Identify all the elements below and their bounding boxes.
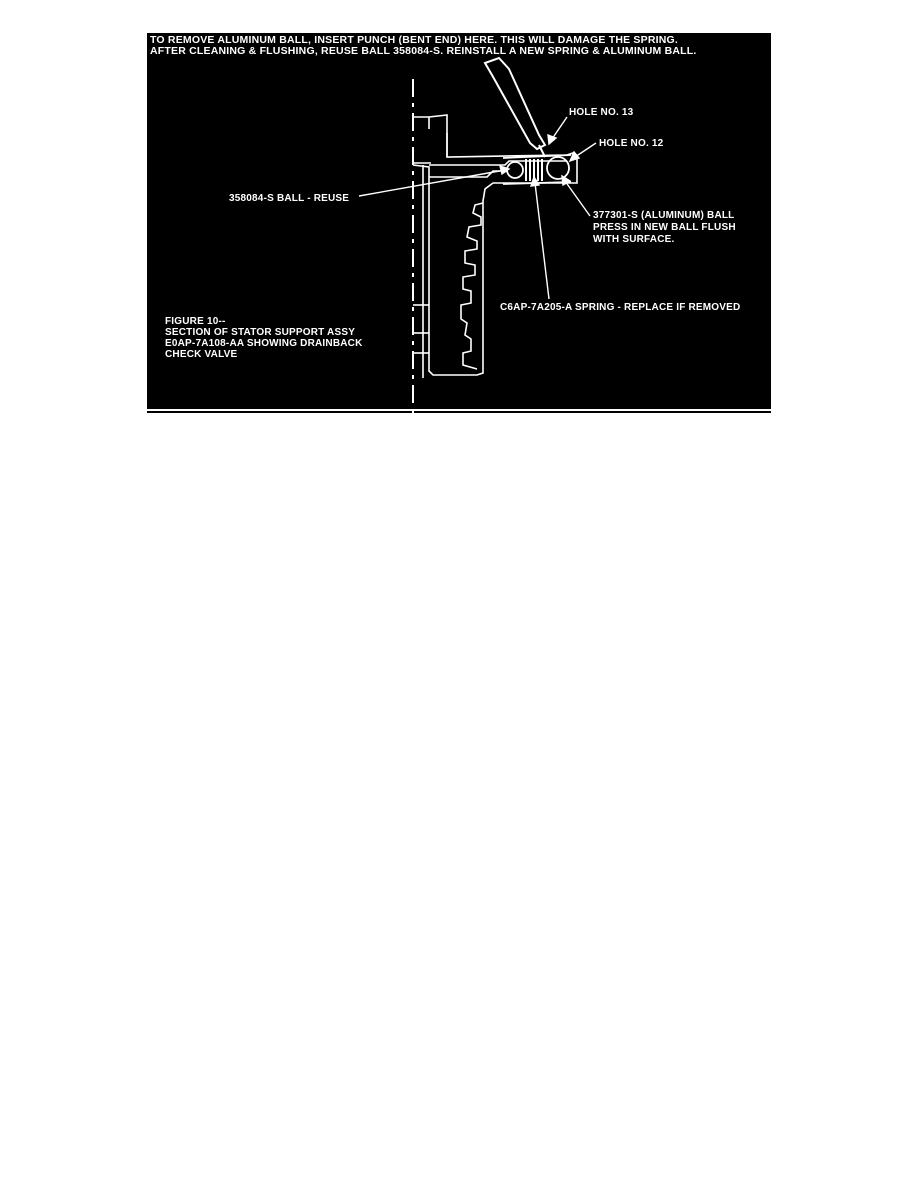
stator-support-outline bbox=[413, 115, 577, 378]
label-hole-12: HOLE NO. 12 bbox=[599, 138, 664, 149]
label-aluminum-ball-line-2: PRESS IN NEW BALL FLUSH bbox=[593, 222, 736, 233]
label-aluminum-ball-line-1: 377301-S (ALUMINUM) BALL bbox=[593, 210, 735, 221]
instruction-line-1: TO REMOVE ALUMINUM BALL, INSERT PUNCH (BENT END) HERE. THIS WILL DAMAGE THE SPRING. bbox=[150, 34, 678, 46]
figure-caption-line-1: FIGURE 10-- bbox=[165, 316, 226, 327]
figure-caption-line-4: CHECK VALVE bbox=[165, 349, 238, 360]
figure-caption-line-3: E0AP-7A108-AA SHOWING DRAINBACK bbox=[165, 338, 363, 349]
leader-lines bbox=[359, 117, 596, 299]
instruction-line-2: AFTER CLEANING & FLUSHING, REUSE BALL 358084-S. REINSTALL A NEW SPRING & ALUMINUM BALL. bbox=[150, 45, 697, 57]
figure-caption-line-2: SECTION OF STATOR SUPPORT ASSY bbox=[165, 327, 356, 338]
ball-358084s bbox=[507, 162, 523, 178]
label-hole-13: HOLE NO. 13 bbox=[569, 107, 634, 118]
label-spring: C6AP-7A205-A SPRING - REPLACE IF REMOVED bbox=[500, 302, 741, 313]
punch-tool bbox=[485, 58, 545, 157]
check-valve-parts bbox=[503, 155, 571, 184]
label-ball-reuse: 358084-S BALL - REUSE bbox=[229, 193, 350, 204]
label-aluminum-ball-line-3: WITH SURFACE. bbox=[593, 234, 675, 245]
figure-panel bbox=[147, 33, 771, 413]
